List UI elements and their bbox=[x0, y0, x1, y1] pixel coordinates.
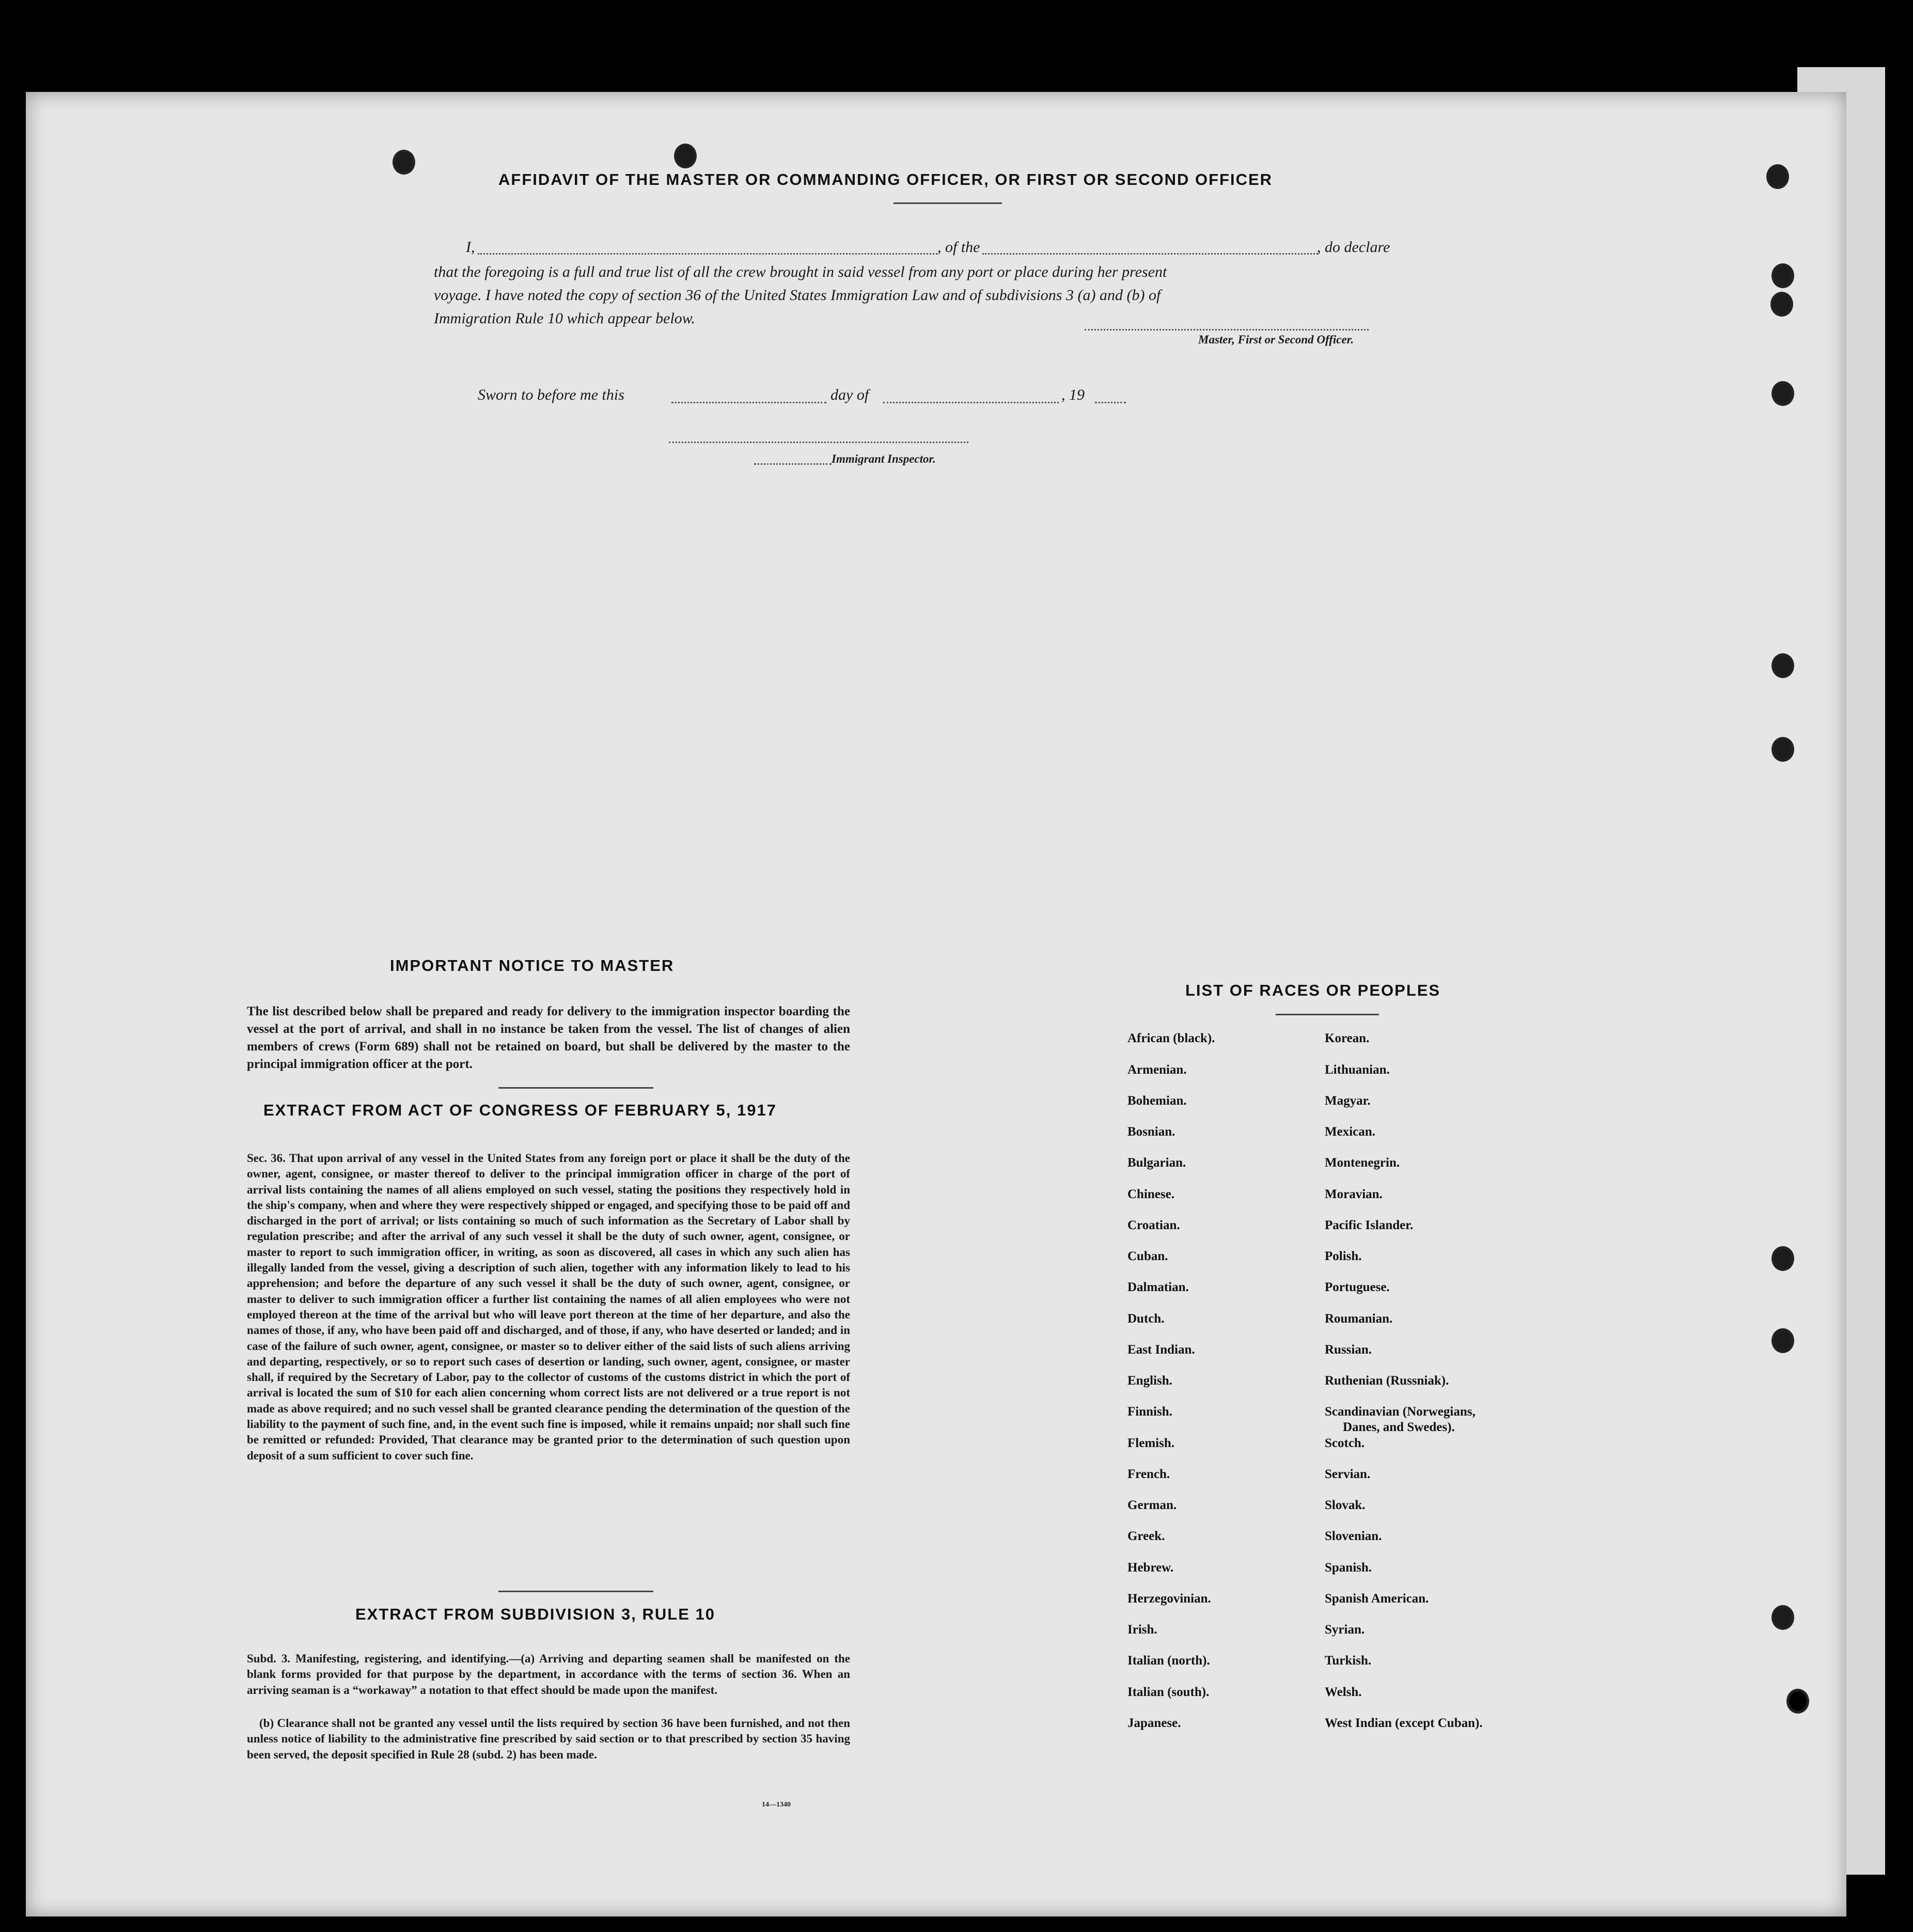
race-right: Servian. bbox=[1325, 1467, 1371, 1481]
race-right: Scotch. bbox=[1325, 1436, 1365, 1450]
master-name-field[interactable] bbox=[478, 253, 937, 255]
sworn-month-field[interactable] bbox=[883, 402, 1059, 403]
race-right: Russian. bbox=[1325, 1343, 1372, 1357]
sworn-year-field[interactable] bbox=[1095, 402, 1126, 403]
form-number: 14—1340 bbox=[762, 1801, 791, 1809]
race-left: Finnish. bbox=[1127, 1405, 1172, 1419]
vessel-name-field[interactable] bbox=[982, 253, 1318, 255]
race-right: Portuguese. bbox=[1325, 1280, 1390, 1294]
race-left: Italian (north). bbox=[1127, 1654, 1210, 1668]
race-right: Spanish American. bbox=[1325, 1592, 1429, 1606]
race-left: French. bbox=[1127, 1467, 1170, 1481]
race-left: African (black). bbox=[1127, 1031, 1215, 1045]
punch-hole bbox=[674, 144, 697, 168]
race-right: Turkish. bbox=[1325, 1654, 1372, 1668]
race-left: Irish. bbox=[1127, 1623, 1157, 1637]
affidavit-i-label: I, bbox=[466, 239, 475, 256]
race-right: Mexican. bbox=[1325, 1125, 1375, 1139]
race-left: German. bbox=[1127, 1498, 1177, 1512]
races-title: LIST OF RACES OR PEOPLES bbox=[1185, 981, 1441, 999]
race-right: Magyar. bbox=[1325, 1094, 1371, 1108]
race-right: Scandinavian (Norwegians, bbox=[1325, 1405, 1476, 1419]
punch-hole bbox=[1771, 737, 1794, 762]
notice-text: The list described below shall be prepared and ready for delivery to the immigration inspector boarding the vessel at the port of arrival, and shall in no instance be taken from the vessel. The list of changes of alien members of crews (Form 689) shall not be retained on board, but shall be delivered by the master to the principal immigration officer at the port. bbox=[247, 1004, 850, 1071]
race-left: Dutch. bbox=[1127, 1312, 1165, 1326]
punch-hole bbox=[1771, 1605, 1794, 1630]
affidavit-statement-line1: that the foregoing is a full and true list of all the crew brought in said vessel from any port or place during her present bbox=[434, 263, 1167, 280]
extract-rule-title: EXTRACT FROM SUBDIVISION 3, RULE 10 bbox=[355, 1605, 715, 1623]
notice-title: IMPORTANT NOTICE TO MASTER bbox=[390, 956, 675, 975]
race-right: Slovenian. bbox=[1325, 1529, 1382, 1543]
race-right: Lithuanian. bbox=[1325, 1063, 1390, 1077]
extract-act-title: EXTRACT FROM ACT OF CONGRESS OF FEBRUARY 5, 1917 bbox=[263, 1101, 777, 1119]
race-left: Japanese. bbox=[1127, 1716, 1181, 1730]
race-left: Herzegovinian. bbox=[1127, 1592, 1211, 1606]
punch-hole bbox=[1766, 164, 1789, 189]
race-left: Dalmatian. bbox=[1127, 1280, 1189, 1294]
race-left: Greek. bbox=[1127, 1529, 1165, 1543]
year-label: , 19 bbox=[1061, 386, 1085, 403]
race-left: English. bbox=[1127, 1374, 1172, 1388]
day-of-label: day of bbox=[830, 386, 869, 403]
race-left: Flemish. bbox=[1127, 1436, 1174, 1450]
race-left: Bohemian. bbox=[1127, 1094, 1187, 1108]
race-right: Pacific Islander. bbox=[1325, 1218, 1414, 1232]
affidavit-of-the-label: , of the bbox=[937, 239, 980, 256]
race-left: Italian (south). bbox=[1127, 1685, 1210, 1699]
affidavit-statement-line2: voyage. I have noted the copy of section 36 of the United States Immigration Law and of subdivisions 3 (a) and (b) of bbox=[434, 287, 1161, 304]
race-right: Syrian. bbox=[1325, 1623, 1365, 1637]
affidavit-do-declare-label: , do declare bbox=[1317, 239, 1390, 256]
punch-hole bbox=[1771, 653, 1794, 678]
inspector-label: Immigrant Inspector. bbox=[832, 452, 936, 465]
section-divider bbox=[498, 1591, 653, 1592]
punch-hole bbox=[1771, 1328, 1794, 1353]
race-right: Korean. bbox=[1325, 1031, 1370, 1045]
punch-hole bbox=[1771, 1246, 1794, 1271]
title-underline bbox=[893, 202, 1002, 204]
punch-hole bbox=[1770, 292, 1793, 317]
race-right: Slovak. bbox=[1325, 1498, 1366, 1512]
races-title-underline bbox=[1276, 1014, 1379, 1015]
master-signature-field[interactable] bbox=[1085, 329, 1369, 331]
race-right: Spanish. bbox=[1325, 1561, 1372, 1575]
race-right: Roumanian. bbox=[1325, 1312, 1393, 1326]
race-left: Chinese. bbox=[1127, 1187, 1174, 1201]
race-right: Moravian. bbox=[1325, 1187, 1383, 1201]
extract-rule-para-b: (b) Clearance shall not be granted any vessel until the lists required by section 36 have been furnished, and not then unless notice of liability to the administrative fine prescribed by said section or to that prescribed by section 35 having been served, the deposit specified in Rule 28 (subd. 2) has been made. bbox=[247, 1717, 850, 1761]
section-divider bbox=[498, 1087, 653, 1089]
punch-hole bbox=[393, 150, 415, 175]
race-right: Montenegrin. bbox=[1325, 1156, 1400, 1170]
affidavit-title: AFFIDAVIT OF THE MASTER OR COMMANDING OFFICER, OR FIRST OR SECOND OFFICER bbox=[498, 170, 1273, 189]
race-right-continuation: Danes, and Swedes). bbox=[1343, 1420, 1455, 1434]
sworn-label: Sworn to before me this bbox=[478, 386, 624, 403]
race-left: Hebrew. bbox=[1127, 1561, 1174, 1575]
race-right: Ruthenian (Russniak). bbox=[1325, 1374, 1449, 1388]
race-right: West Indian (except Cuban). bbox=[1325, 1716, 1483, 1730]
sworn-day-field[interactable] bbox=[671, 402, 826, 403]
race-left: Cuban. bbox=[1127, 1249, 1168, 1263]
race-left: Armenian. bbox=[1127, 1063, 1187, 1077]
race-left: Bosnian. bbox=[1127, 1125, 1175, 1139]
extract-rule-para-a: Subd. 3. Manifesting, registering, and identifying.—(a) Arriving and departing seamen shall be manifested on the blank forms provided for that purpose by the department, in accordance with the terms of section 36. When an arriving seaman is a “workaway” a notation to that effect should be made upon the manifest. bbox=[247, 1652, 850, 1697]
race-left: Croatian. bbox=[1127, 1218, 1180, 1232]
punch-hole bbox=[1771, 381, 1794, 406]
race-left: Bulgarian. bbox=[1127, 1156, 1186, 1170]
race-left: East Indian. bbox=[1127, 1343, 1195, 1357]
extract-act-text: Sec. 36. That upon arrival of any vessel in the United States from any foreign port or place it shall be the duty of the owner, agent, consignee, or master thereof to deliver to the principal immigration officer in charge of the port of arrival lists containing the names of all aliens employed on such vessel, stating the positions they respectively hold in the ship's company, when and where they were respectively shipped or engaged, and specifying those to be paid off and discharged in the port of arrival; or lists containing so much of such information as the Secretary of Labor shall by regulation prescribe; and after the arrival of any such vessel it shall be the duty of such owner, agent, consignee, or master to report to such immigration officer, in writing, as soon as discovered, all cases in which any such alien has illegally landed from the vessel, giving a description of such alien, together with any information likely to lead to his apprehension; and before the departure of any such vessel it shall be the duty of such owner, agent, consignee, or master to deliver to such immigration officer a further list containing the names of all alien employees who were not employed thereon at the time of the arrival but who will leave port thereon at the time of her departure, and also the names of those, if any, who have been paid off and discharged, and of those, if any, who have deserted or landed; and in case of the failure of such owner, agent, consignee, or master so to deliver either of the said lists of such aliens arriving and departing, respectively, or so to report such cases of desertion or landing, such owner, agent, consignee, or master shall, if required by the Secretary of Labor, pay to the collector of customs of the customs district in which the port of arrival is located the sum of $10 for each alien concerning whom correct lists are not delivered or a true report is not made as above required; and no such vessel shall be granted clearance pending the determination of the question of the liability to the payment of such fine, and, in the event such fine is imposed, while it remains unpaid; nor shall such fine be remitted or refunded: Provided, That clearance may be granted prior to the determination of such question upon deposit of a sum sufficient to cover such fine. bbox=[247, 1152, 850, 1462]
punch-hole bbox=[1786, 1689, 1809, 1714]
signature-label: Master, First or Second Officer. bbox=[1198, 333, 1354, 346]
punch-hole bbox=[1771, 263, 1794, 288]
inspector-signature-field-lead bbox=[754, 463, 832, 465]
affidavit-statement-line3: Immigration Rule 10 which appear below. bbox=[434, 310, 696, 327]
race-right: Welsh. bbox=[1325, 1685, 1362, 1699]
inspector-signature-field[interactable] bbox=[669, 442, 968, 443]
race-right: Polish. bbox=[1325, 1249, 1362, 1263]
